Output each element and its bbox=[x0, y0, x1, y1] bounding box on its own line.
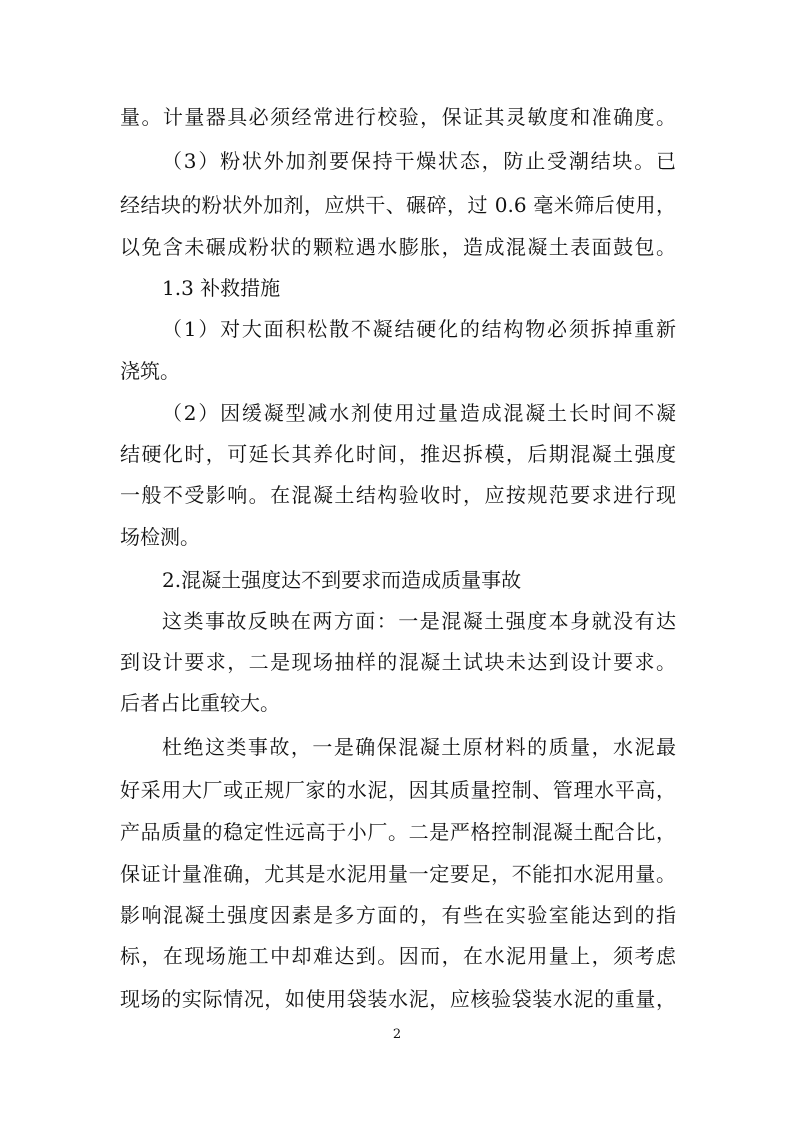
text-line: 经结块的粉状外加剂，应烘干、碾碎，过 0.6 毫米筛后使用， bbox=[120, 193, 676, 217]
text-line: 现场的实际情况，如使用袋装水泥，应核验袋装水泥的重量， bbox=[120, 987, 676, 1011]
text-line: 结硬化时，可延长其养化时间，推迟拆模，后期混凝土强度 bbox=[120, 442, 676, 466]
text-line: （2）因缓凝型减水剂使用过量造成混凝土长时间不凝 bbox=[162, 401, 676, 425]
text-line: 标，在现场施工中却难达到。因而，在水泥用量上，须考虑 bbox=[120, 944, 676, 968]
text-line: 以免含未碾成粉状的颗粒遇水膨胀，造成混凝土表面鼓包。 bbox=[120, 235, 676, 259]
text-line: 这类事故反映在两方面：一是混凝土强度本身就没有达 bbox=[162, 609, 676, 633]
text-line: （3）粉状外加剂要保持干燥状态，防止受潮结块。已 bbox=[162, 149, 676, 173]
text-line: 场检测。 bbox=[120, 525, 200, 549]
text-line: 后者占比重较大。 bbox=[120, 691, 280, 715]
text-line: （1）对大面积松散不凝结硬化的结构物必须拆掉重新 bbox=[162, 317, 676, 341]
text-line: 影响混凝土强度因素是多方面的，有些在实验室能达到的指 bbox=[120, 903, 676, 927]
text-line: 到设计要求，二是现场抽样的混凝土试块未达到设计要求。 bbox=[120, 650, 676, 674]
text-line: 浇筑。 bbox=[120, 359, 180, 383]
text-line: 产品质量的稳定性远高于小厂。二是严格控制混凝土配合比， bbox=[120, 820, 676, 844]
text-line: 杜绝这类事故，一是确保混凝土原材料的质量，水泥最 bbox=[162, 735, 676, 759]
section-heading: 1.3 补救措施 bbox=[162, 276, 281, 300]
section-heading: 2.混凝土强度达不到要求而造成质量事故 bbox=[162, 568, 522, 592]
text-line: 保证计量准确，尤其是水泥用量一定要足，不能扣水泥用量。 bbox=[120, 862, 676, 886]
text-line: 好采用大厂或正规厂家的水泥，因其质量控制、管理水平高， bbox=[120, 778, 676, 802]
text-line: 量。计量器具必须经常进行校验，保证其灵敏度和准确度。 bbox=[120, 105, 676, 129]
page-number: 2 bbox=[392, 1027, 402, 1042]
text-line: 一般不受影响。在混凝土结构验收时，应按规范要求进行现 bbox=[120, 483, 676, 507]
